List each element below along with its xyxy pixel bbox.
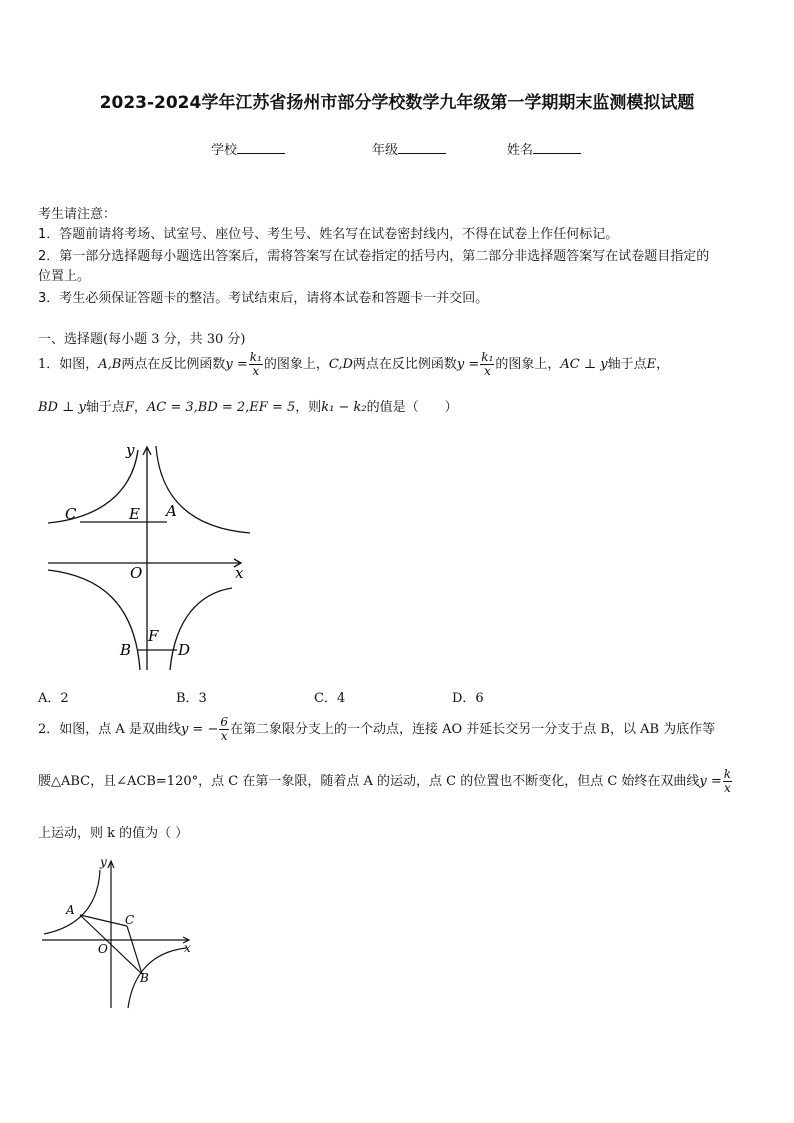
q1-text: 1．如图， — [38, 357, 99, 372]
grade-label: 年级 — [372, 143, 399, 158]
label-e: E — [129, 505, 140, 523]
label-c: C — [65, 505, 77, 523]
school-field[interactable] — [211, 139, 285, 158]
notice-item: 1．答题前请将考场、试室号、座位号、考生号、姓名写在试卷密封线内，不得在试卷上作任何标记。 — [38, 227, 619, 242]
segment-ac — [80, 915, 127, 926]
page-title: 2023-2024学年江苏省扬州市部分学校数学九年级第一学期期末监测模拟试题 — [99, 93, 695, 113]
q1-text: 的值是（ ） — [366, 400, 458, 415]
label-b: B — [120, 641, 132, 659]
fraction-denominator: x — [724, 781, 731, 795]
q2-line1 — [38, 712, 715, 748]
q2-y-eq: y = − — [180, 722, 219, 737]
curve-second-quadrant — [48, 450, 138, 523]
q1-y-eq: y = — [225, 357, 248, 372]
q1-text: 的图象上， — [495, 357, 561, 372]
q1-y-eq: y = — [456, 357, 480, 372]
notice-item: 位置上。 — [38, 269, 91, 284]
notice-heading: 考生请注意： — [38, 207, 117, 222]
school-label: 学校 — [211, 143, 238, 158]
q1-points-cd: C,D — [328, 357, 353, 372]
fraction-denominator: x — [220, 729, 228, 743]
q1-option-a[interactable]: A．2 — [38, 691, 69, 706]
q2-fraction-neg6 — [219, 716, 229, 743]
q1-text: ， — [133, 400, 147, 415]
label-d: D — [178, 641, 191, 659]
q1-option-b[interactable]: B．3 — [176, 691, 207, 706]
q2-line3: 上运动，则 k 的值为（ ） — [38, 826, 189, 841]
q1-condition: AC ⊥ y — [560, 357, 608, 372]
label-b: B — [140, 971, 149, 985]
label-o: O — [98, 942, 108, 956]
q2-text: 在第二象限分支上的一个动点，连接 AO 并延长交另一分支于点 B，以 AB 为底作等 — [229, 722, 716, 737]
q1-expression: k₁ − k₂ — [321, 400, 367, 415]
q1-fraction-k1 — [249, 351, 263, 378]
q2-text: 腰△ABC，且∠ACB=120°，点 C 在第一象限，随着点 A 的运动，点 C 的位置也不断变化，但点 C 始终在双曲线 — [38, 774, 700, 789]
q1-text: ， — [656, 357, 670, 372]
label-c: C — [125, 913, 135, 927]
fraction-denominator: x — [483, 364, 491, 378]
q2-y-eq: y = — [699, 774, 722, 789]
fraction-denominator: x — [252, 364, 260, 378]
q1-point-f: F — [124, 400, 134, 415]
label-o: O — [130, 564, 143, 582]
q2-fraction-k — [723, 768, 732, 795]
q1-text: 两点在反比例函数 — [121, 357, 226, 372]
q1-text: 轴于点 — [607, 357, 647, 372]
q1-condition: AC = 3,BD = 2,EF = 5 — [146, 400, 296, 415]
q1-option-d[interactable]: D．6 — [452, 691, 484, 706]
q1-line1 — [38, 350, 669, 380]
q2-line2 — [38, 764, 733, 800]
q1-figure — [40, 438, 260, 670]
notice-item: 2．第一部分选择题每小题选出答案后，需将答案写在试卷指定的括号内，第二部分非选择题答案写在试卷题目指定的 — [38, 249, 710, 264]
q1-line2 — [38, 396, 458, 415]
notice-item: 3．考生必须保证答题卡的整洁。考试结束后，请将本试卷和答题卡一并交回。 — [38, 291, 489, 306]
fraction-numerator: k₁ — [249, 349, 262, 364]
name-field[interactable] — [507, 139, 581, 158]
grade-field[interactable] — [372, 139, 446, 158]
fraction-numerator: k — [723, 766, 732, 781]
label-y: y — [100, 855, 107, 869]
q1-points-ab: A,B — [98, 357, 122, 372]
q1-point-e: E — [646, 357, 657, 372]
section-heading: 一、选择题(每小题 3 分，共 30 分) — [38, 332, 246, 347]
label-f: F — [148, 627, 159, 645]
label-a: A — [166, 502, 177, 520]
q1-fraction-k1-b — [480, 351, 494, 378]
q1-text: 的图象上， — [263, 357, 329, 372]
q2-text: 2．如图，点 A 是双曲线 — [38, 722, 181, 737]
q2-figure — [38, 852, 198, 1012]
fraction-numerator: k₁ — [481, 349, 494, 364]
q1-text: ，则 — [295, 400, 322, 415]
q1-option-c[interactable]: C．4 — [314, 691, 346, 706]
label-y: y — [126, 441, 135, 459]
label-a: A — [66, 903, 75, 917]
fraction-numerator: 6 — [220, 714, 228, 729]
curve-second-quadrant — [44, 870, 100, 934]
label-x: x — [235, 564, 244, 582]
q1-text: 轴于点 — [85, 400, 125, 415]
name-label: 姓名 — [507, 143, 534, 158]
q1-text: 两点在反比例函数 — [352, 357, 457, 372]
q1-condition: BD ⊥ y — [38, 400, 86, 415]
label-x: x — [184, 941, 191, 955]
